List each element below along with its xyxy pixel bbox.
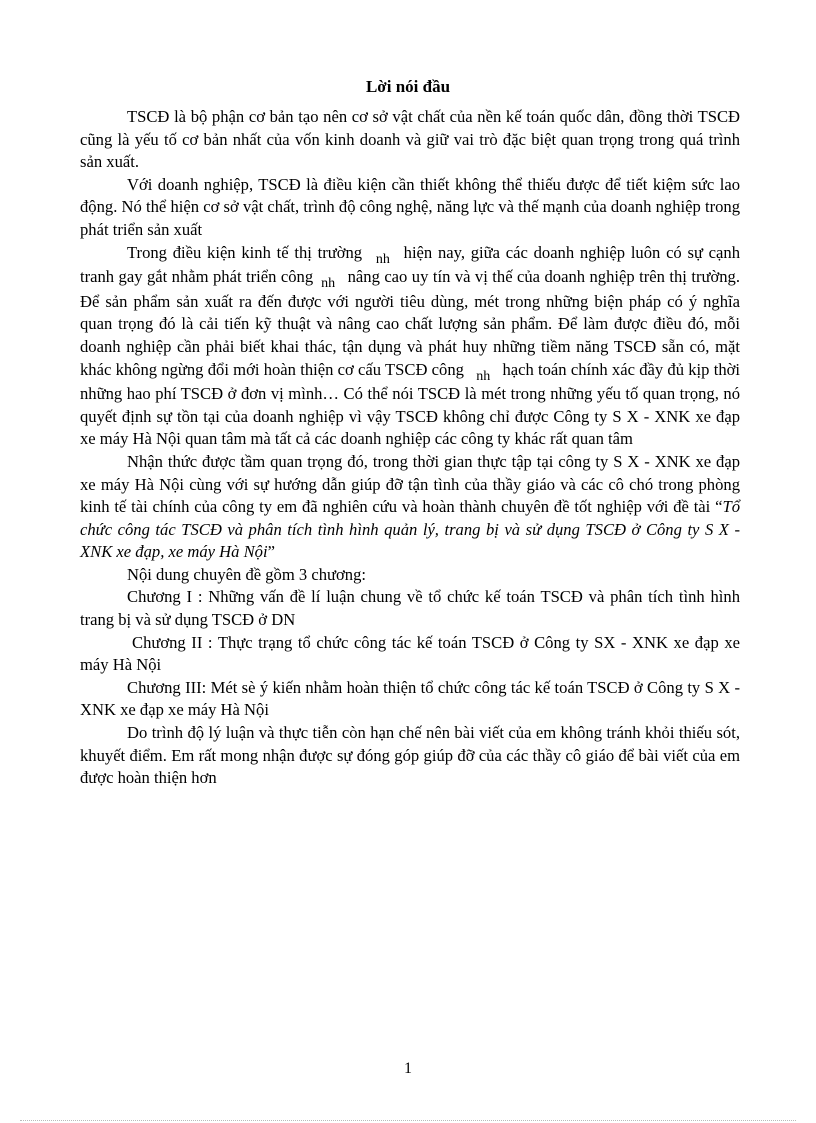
paragraph-4-part-b: ” xyxy=(267,542,275,562)
paragraph-5: Nội dung chuyên đề gồm 3 chương: xyxy=(127,564,366,584)
paragraph-3-part-a: Trong điều kiện kinh tế thị trường xyxy=(127,242,363,262)
paragraph-3-subscript-1: nh xyxy=(375,251,390,267)
page-title: Lời nói đầu xyxy=(365,77,451,96)
paragraph-2: Với doanh nghiệp, TSCĐ là điều kiện cần thiết không thể thiếu được để tiết kiệm sức lao động. Nó thể hiện cơ sở vật chất, trình độ công nghệ, năng lực và thế mạnh của doanh nghiệp trong phát triển sản xuất xyxy=(80,174,740,239)
paragraph-3-part-d: hạch toán chính xác đầy đủ kịp thời những hao phí TSCĐ ở đơn vị mình… Có thể nói TSCĐ là mét trong những yếu tố quan trọng, nó quyết định sự tồn tại của doanh nghiệp vì vậy TSCĐ không chỉ được Công ty S X - XNK xe đạp xe máy Hà Nội quan tâm mà tất cả các doanh nghiệp các công ty khác rất quan tâm xyxy=(80,359,740,449)
paragraph-3-part-c: nâng cao uy tín và vị thế của doanh nghiệp trên thị trường. Để sản phẩm sản xuất ra đến được với người tiêu dùng, mét trong những biện pháp có ý nghĩa quan trọng đó là cải tiến kỹ thuật và nâng cao chất lượng sản phẩm. Để làm được điều đó, mỗi doanh nghiệp cần phải biết khai thác, tận dụng và phát huy những tiềm năng TSCĐ sẵn có, mặt khác không ngừng đổi mới hoàn thiện cơ cấu TSCĐ công xyxy=(80,267,740,379)
paragraph-6: Do trình độ lý luận và thực tiễn còn hạn chế nên bài viết của em không tránh khỏi thiếu sót, khuyết điểm. Em rất mong nhận được sự đóng góp giúp đỡ của các thầy cô giáo để bài viết của em được hoàn thiện hơn xyxy=(80,723,740,788)
thesis-title: Tổ chức công tác TSCĐ và phân tích tình hình quản lý, trang bị và sử dụng TSCĐ ở Công ty S X - XNK xe đạp, xe máy Hà Nội xyxy=(80,497,740,562)
chapter-2: Chương II : Thực trạng tổ chức công tác kế toán TSCĐ ở Công ty SX - XNK xe đạp xe máy Hà Nội xyxy=(80,632,740,675)
page-bottom-divider xyxy=(20,1120,796,1121)
paragraph-3-subscript-2: nh xyxy=(321,276,336,292)
paragraph-3-part-b: hiện nay, giữa các doanh nghiệp luôn có sự cạnh tranh gay gắt nhằm phát triển công xyxy=(80,242,741,287)
paragraph-3-subscript-3: nh xyxy=(476,368,491,384)
chapter-3: Chương III: Mét sè ý kiến nhằm hoàn thiện tổ chức công tác kế toán TSCĐ ở Công ty S X - XNK xe đạp xe máy Hà Nội xyxy=(80,677,740,720)
document-body xyxy=(80,106,740,790)
paragraph-1: TSCĐ là bộ phận cơ bản tạo nên cơ sở vật chất của nền kế toán quốc dân, đồng thời TSCĐ cũng là yếu tố cơ bản nhất của vốn kinh doanh và giữ vai trò đặc biệt quan trọng trong quá trình sản xuất. xyxy=(80,107,740,172)
chapter-1: Chương I : Những vấn đề lí luận chung về tổ chức kế toán TSCĐ và phân tích tình hình trang bị và sử dụng TSCĐ ở DN xyxy=(80,587,740,630)
paragraph-4-part-a: Nhận thức được tầm quan trọng đó, trong thời gian thực tập tại công ty S X - XNK xe đạp xe máy Hà Nội cùng với sự hướng dẫn giúp đỡ tận tình của thầy giáo và các cô chó trong phòng kinh tế tài chính của công ty em đã nghiên cứu và hoàn thành chuyên đề tốt nghiệp với đề tài “ xyxy=(80,451,740,517)
paragraph-3 xyxy=(80,242,740,451)
paragraph-4 xyxy=(80,451,740,564)
page-number: 1 xyxy=(404,1060,412,1077)
